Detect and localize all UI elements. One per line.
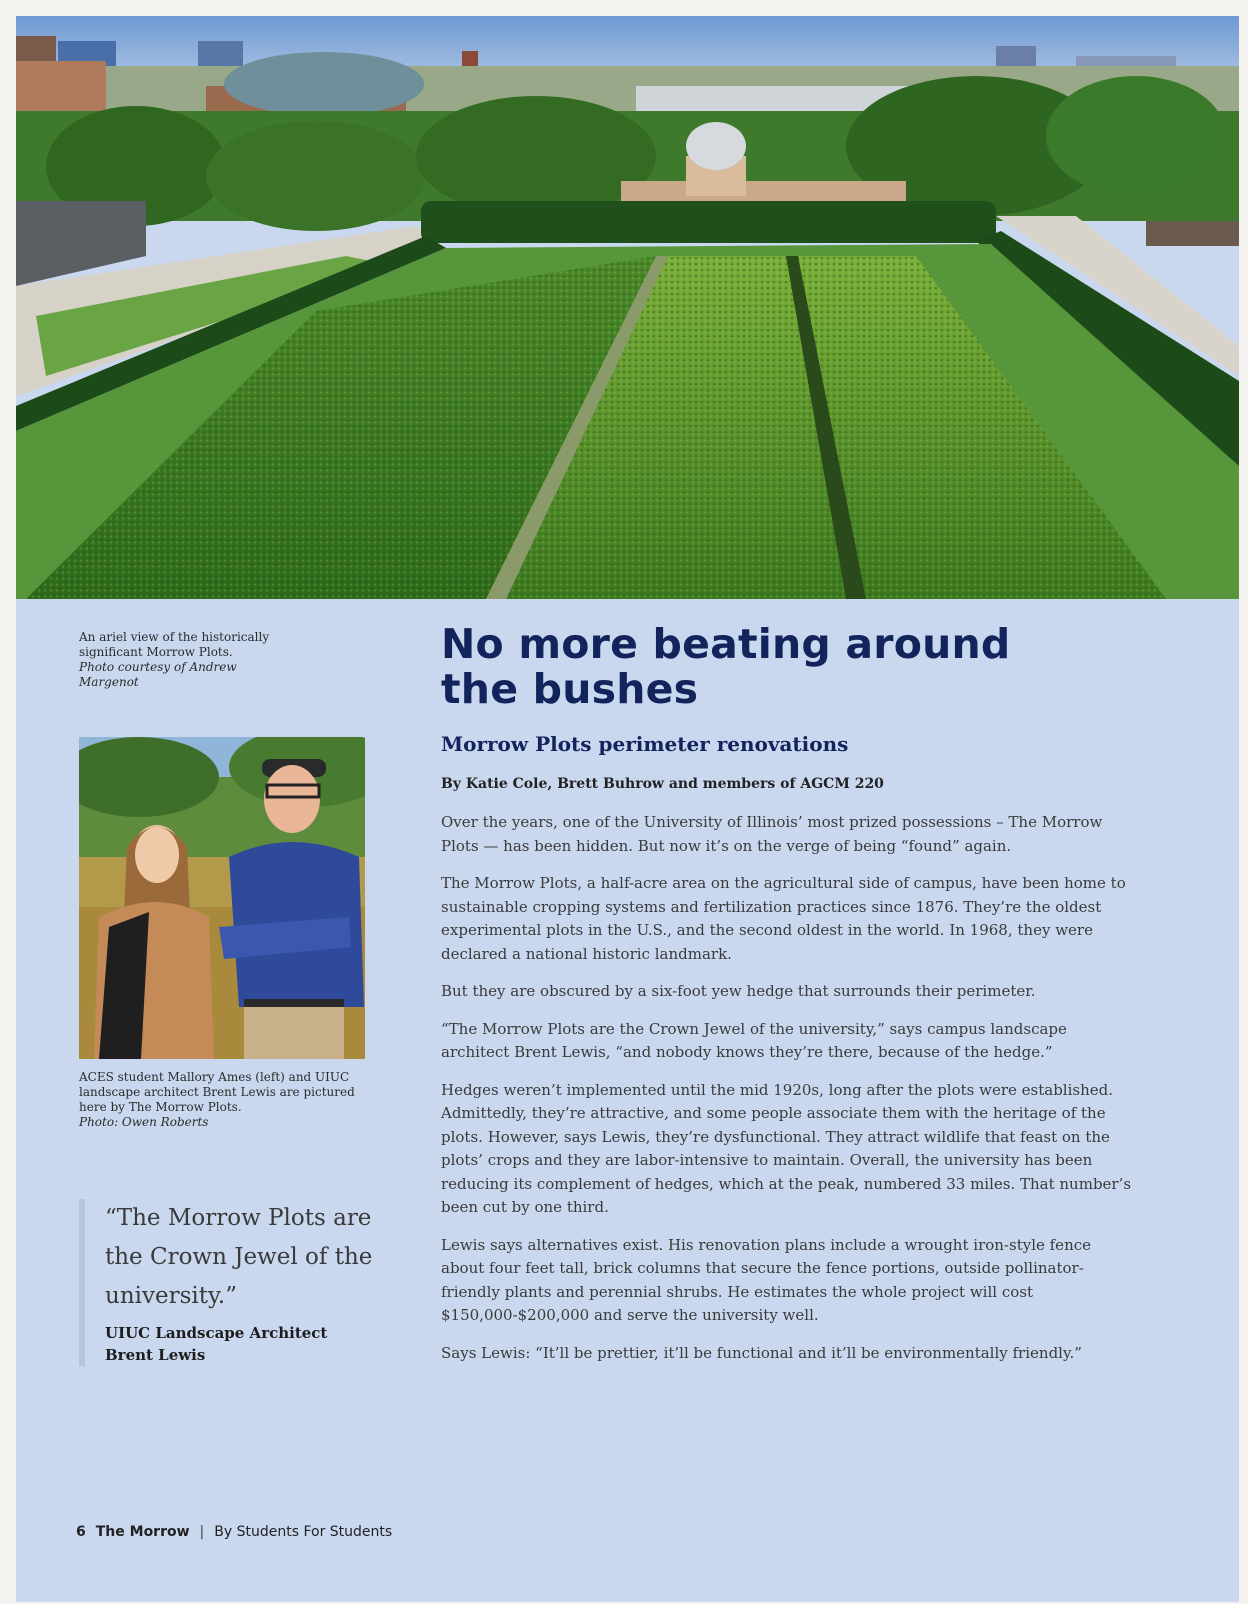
hero-caption-credit: Photo courtesy of Andrew Margenot: [79, 660, 237, 689]
portrait-photo-icon: [79, 737, 365, 1059]
article-paragraph: Hedges weren’t implemented until the mid 1920s, long after the plots were established. Admittedly, they’re attractive, and some people associate them with the heritage of the plots. However, says Lewis, they’re dysfunctional. They attract wildlife that feast on the plots’ crops and they are labor-intensive to maintain. Overall, the university has been reducing its complement of hedges, which at the peak, numbered 33 miles. That number’s been cut by one third.: [441, 1080, 1132, 1216]
pull-quote: [79, 1199, 405, 1366]
magazine-page: [16, 16, 1239, 1602]
portrait-caption-credit: Photo: Owen Roberts: [79, 1115, 209, 1129]
portrait-photo: [79, 737, 365, 1059]
aerial-photo-morrow-plots-icon: [16, 16, 1239, 599]
footer-tagline: By Students For Students: [214, 1524, 393, 1540]
article-paragraph: Over the years, one of the University of Illinois’ most prized possessions – The Morrow Plots — has been hidden. But now it’s on the verge of being “found” again.: [441, 813, 1103, 855]
article-paragraph: Says Lewis: “It’ll be prettier, it’ll be functional and it’ll be environmentally friendly.”: [441, 1343, 1082, 1362]
article-paragraph: The Morrow Plots, a half-acre area on the agricultural side of campus, have been home to sustainable cropping systems and fertilization practices since 1876. They’re the oldest experimental plots in the U.S., and the second oldest in the world. In 1968, they were declared a national historic landmark.: [441, 874, 1126, 963]
page-footer: [76, 1524, 392, 1540]
pull-quote-text: “The Morrow Plots are the Crown Jewel of the university.”: [105, 1205, 373, 1309]
footer-separator: |: [199, 1524, 205, 1540]
article-body: [441, 811, 1136, 1379]
pull-quote-attribution-role: UIUC Landscape Architect: [105, 1324, 328, 1342]
page-number: 6: [76, 1524, 86, 1540]
article-paragraph: Lewis says alternatives exist. His renovation plans include a wrought iron-style fence about four feet tall, brick columns that secure the fence portions, outside pollinator-friendly plants and perennial shrubs. He estimates the whole project will cost $150,000-$200,000 and serve the university well.: [441, 1235, 1092, 1324]
hero-caption-text: An ariel view of the historically significant Morrow Plots.: [79, 630, 270, 659]
portrait-photo-caption: [79, 1070, 359, 1130]
article-byline: By Katie Cole, Brett Buhrow and members of AGCM 220: [441, 776, 884, 792]
article-headline: No more beating around the bushes: [441, 620, 1011, 713]
article-paragraph: “The Morrow Plots are the Crown Jewel of the university,” says campus landscape architect Brent Lewis, “and nobody knows they’re there, because of the hedge.”: [441, 1019, 1067, 1061]
pull-quote-attribution-name: Brent Lewis: [105, 1346, 206, 1364]
magazine-name: The Morrow: [95, 1524, 190, 1540]
hero-photo-caption: [79, 630, 299, 690]
article-subhead: Morrow Plots perimeter renovations: [441, 732, 849, 756]
portrait-caption-text: ACES student Mallory Ames (left) and UIUC landscape architect Brent Lewis are pictured here by The Morrow Plots.: [79, 1070, 355, 1114]
pull-quote-attribution: [105, 1322, 405, 1366]
article-paragraph: But they are obscured by a six-foot yew hedge that surrounds their perimeter.: [441, 982, 1036, 1000]
hero-aerial-photo: [16, 16, 1239, 599]
